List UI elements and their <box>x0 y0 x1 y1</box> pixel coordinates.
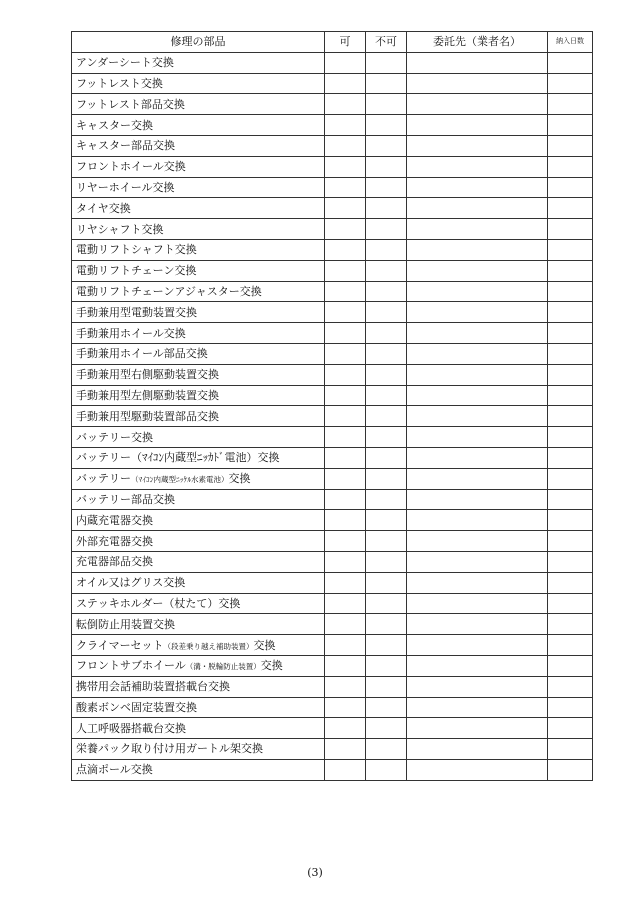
contractor-cell[interactable] <box>407 239 548 260</box>
contractor-cell[interactable] <box>407 156 548 177</box>
table-row <box>72 593 593 614</box>
part-label: リヤシャフト交換 <box>76 222 164 236</box>
possible-cell[interactable] <box>325 614 366 635</box>
part-name-cell <box>72 635 325 656</box>
table-row <box>72 718 593 739</box>
impossible-cell[interactable] <box>366 718 407 739</box>
table-row <box>72 447 593 468</box>
part-label: バッテリー部品交換 <box>76 492 175 506</box>
delivery-date-cell[interactable] <box>548 302 593 323</box>
impossible-cell[interactable] <box>366 614 407 635</box>
contractor-cell[interactable] <box>407 343 548 364</box>
delivery-date-cell[interactable] <box>548 343 593 364</box>
possible-cell[interactable] <box>325 572 366 593</box>
contractor-cell[interactable] <box>407 759 548 780</box>
part-name-cell <box>72 510 325 531</box>
table-row <box>72 156 593 177</box>
contractor-cell[interactable] <box>407 614 548 635</box>
possible-cell[interactable] <box>325 239 366 260</box>
contractor-cell[interactable] <box>407 260 548 281</box>
part-name-cell <box>72 323 325 344</box>
contractor-cell[interactable] <box>407 572 548 593</box>
table-row <box>72 343 593 364</box>
possible-cell[interactable] <box>325 281 366 302</box>
impossible-cell[interactable] <box>366 239 407 260</box>
table-row <box>72 135 593 156</box>
table-row <box>72 614 593 635</box>
part-suffix: 交換 <box>253 638 276 652</box>
delivery-date-cell[interactable] <box>548 427 593 448</box>
part-label: 充電器部品交換 <box>76 555 153 569</box>
header-impossible: 不可 <box>366 32 407 53</box>
impossible-cell[interactable] <box>366 364 407 385</box>
possible-cell[interactable] <box>325 260 366 281</box>
impossible-cell[interactable] <box>366 593 407 614</box>
possible-cell[interactable] <box>325 447 366 468</box>
possible-cell[interactable] <box>325 510 366 531</box>
part-label: 携帯用会話補助装置搭載台交換 <box>76 680 230 694</box>
part-note: （ﾏｲｺﾝ内蔵型ﾆｯｹﾙ水素電池） <box>131 475 229 485</box>
part-suffix: 交換 <box>228 472 251 486</box>
impossible-cell[interactable] <box>366 427 407 448</box>
part-label: 手動兼用型左側駆動装置交換 <box>76 388 219 402</box>
part-name-cell <box>72 531 325 552</box>
part-name-cell <box>72 302 325 323</box>
part-note: （ﾏｲｺﾝ内蔵型ﾆｯｶﾄﾞ電池） <box>131 451 258 465</box>
table-header-row <box>72 32 593 53</box>
delivery-date-cell[interactable] <box>548 676 593 697</box>
delivery-date-cell[interactable] <box>548 531 593 552</box>
table-row <box>72 676 593 697</box>
part-name-cell <box>72 655 325 676</box>
table-body <box>72 52 593 780</box>
part-name-cell <box>72 198 325 219</box>
part-name-cell <box>72 551 325 572</box>
contractor-cell[interactable] <box>407 718 548 739</box>
part-label: 手動兼用ホイール部品交換 <box>76 347 208 361</box>
contractor-cell[interactable] <box>407 115 548 136</box>
contractor-cell[interactable] <box>407 655 548 676</box>
part-name-cell <box>72 468 325 489</box>
part-label: オイル又はグリス交換 <box>76 576 186 590</box>
possible-cell[interactable] <box>325 551 366 572</box>
contractor-cell[interactable] <box>407 635 548 656</box>
delivery-date-cell[interactable] <box>548 635 593 656</box>
table-row <box>72 635 593 656</box>
impossible-cell[interactable] <box>366 759 407 780</box>
part-name-cell <box>72 572 325 593</box>
impossible-cell[interactable] <box>366 177 407 198</box>
part-name-cell <box>72 593 325 614</box>
delivery-date-cell[interactable] <box>548 239 593 260</box>
delivery-date-cell[interactable] <box>548 260 593 281</box>
table-row <box>72 739 593 760</box>
delivery-date-cell[interactable] <box>548 718 593 739</box>
part-name-cell <box>72 135 325 156</box>
impossible-cell[interactable] <box>366 676 407 697</box>
possible-cell[interactable] <box>325 385 366 406</box>
possible-cell[interactable] <box>325 718 366 739</box>
delivery-date-cell[interactable] <box>548 219 593 240</box>
possible-cell[interactable] <box>325 115 366 136</box>
possible-cell[interactable] <box>325 759 366 780</box>
part-name-cell <box>72 177 325 198</box>
possible-cell[interactable] <box>325 739 366 760</box>
part-suffix: 交換 <box>260 659 283 673</box>
impossible-cell[interactable] <box>366 489 407 510</box>
impossible-cell[interactable] <box>366 198 407 219</box>
delivery-date-cell[interactable] <box>548 572 593 593</box>
impossible-cell[interactable] <box>366 635 407 656</box>
repair-parts-table <box>71 31 593 781</box>
header-delivery-date: 納入日数 <box>548 32 593 53</box>
part-label: 電動リフトシャフト交換 <box>76 243 197 257</box>
impossible-cell[interactable] <box>366 551 407 572</box>
impossible-cell[interactable] <box>366 115 407 136</box>
part-suffix: 交換 <box>257 451 280 465</box>
part-label: 電動リフトチェーンアジャスター交換 <box>76 284 262 298</box>
table-row <box>72 364 593 385</box>
part-label: 外部充電器交換 <box>76 534 153 548</box>
contractor-cell[interactable] <box>407 468 548 489</box>
possible-cell[interactable] <box>325 364 366 385</box>
delivery-date-cell[interactable] <box>548 177 593 198</box>
delivery-date-cell[interactable] <box>548 697 593 718</box>
part-label: バッテリー <box>76 472 131 486</box>
table-row <box>72 655 593 676</box>
possible-cell[interactable] <box>325 343 366 364</box>
table-row <box>72 52 593 73</box>
impossible-cell[interactable] <box>366 447 407 468</box>
table-row <box>72 759 593 780</box>
part-label: 内蔵充電器交換 <box>76 513 153 527</box>
contractor-cell[interactable] <box>407 135 548 156</box>
part-name-cell <box>72 739 325 760</box>
contractor-cell[interactable] <box>407 676 548 697</box>
part-note: （溝・脱輪防止装置） <box>185 662 261 672</box>
table-row <box>72 531 593 552</box>
possible-cell[interactable] <box>325 198 366 219</box>
possible-cell[interactable] <box>325 219 366 240</box>
impossible-cell[interactable] <box>366 343 407 364</box>
impossible-cell[interactable] <box>366 655 407 676</box>
contractor-cell[interactable] <box>407 177 548 198</box>
part-label: バッテリー <box>76 451 131 465</box>
impossible-cell[interactable] <box>366 385 407 406</box>
impossible-cell[interactable] <box>366 406 407 427</box>
impossible-cell[interactable] <box>366 94 407 115</box>
table-row <box>72 219 593 240</box>
possible-cell[interactable] <box>325 427 366 448</box>
contractor-cell[interactable] <box>407 427 548 448</box>
delivery-date-cell[interactable] <box>548 447 593 468</box>
possible-cell[interactable] <box>325 135 366 156</box>
part-name-cell <box>72 115 325 136</box>
contractor-cell[interactable] <box>407 510 548 531</box>
part-name-cell <box>72 718 325 739</box>
impossible-cell[interactable] <box>366 260 407 281</box>
delivery-date-cell[interactable] <box>548 468 593 489</box>
header-contractor: 委託先（業者名） <box>407 32 548 53</box>
part-name-cell <box>72 260 325 281</box>
impossible-cell[interactable] <box>366 697 407 718</box>
part-name-cell <box>72 406 325 427</box>
contractor-cell[interactable] <box>407 323 548 344</box>
possible-cell[interactable] <box>325 73 366 94</box>
part-label: リヤーホイール交換 <box>76 180 175 194</box>
contractor-cell[interactable] <box>407 697 548 718</box>
impossible-cell[interactable] <box>366 156 407 177</box>
part-label: フロントホイール交換 <box>76 160 186 174</box>
header-possible: 可 <box>325 32 366 53</box>
contractor-cell[interactable] <box>407 219 548 240</box>
part-label: 電動リフトチェーン交換 <box>76 264 197 278</box>
page-number: (3) <box>307 866 323 879</box>
table-row <box>72 281 593 302</box>
header-part: 修理の部品 <box>72 32 325 53</box>
possible-cell[interactable] <box>325 156 366 177</box>
impossible-cell[interactable] <box>366 323 407 344</box>
table-row <box>72 385 593 406</box>
contractor-cell[interactable] <box>407 551 548 572</box>
delivery-date-cell[interactable] <box>548 52 593 73</box>
part-name-cell <box>72 697 325 718</box>
table-row <box>72 551 593 572</box>
part-note: （段差乗り越え補助装置） <box>163 641 254 651</box>
contractor-cell[interactable] <box>407 94 548 115</box>
impossible-cell[interactable] <box>366 302 407 323</box>
contractor-cell[interactable] <box>407 198 548 219</box>
delivery-date-cell[interactable] <box>548 406 593 427</box>
contractor-cell[interactable] <box>407 281 548 302</box>
table-row <box>72 73 593 94</box>
part-name-cell <box>72 94 325 115</box>
table-row <box>72 406 593 427</box>
part-label: キャスター部品交換 <box>76 139 175 153</box>
contractor-cell[interactable] <box>407 52 548 73</box>
table-row <box>72 177 593 198</box>
impossible-cell[interactable] <box>366 135 407 156</box>
part-label: ステッキホルダー（杖たて）交換 <box>76 596 241 610</box>
table-row <box>72 260 593 281</box>
contractor-cell[interactable] <box>407 302 548 323</box>
part-label: クライマーセット <box>76 638 164 652</box>
part-label: 手動兼用型駆動装置部品交換 <box>76 409 219 423</box>
possible-cell[interactable] <box>325 676 366 697</box>
part-label: フットレスト交換 <box>76 76 163 90</box>
table-row <box>72 697 593 718</box>
delivery-date-cell[interactable] <box>548 323 593 344</box>
delivery-date-cell[interactable] <box>548 135 593 156</box>
part-name-cell <box>72 427 325 448</box>
contractor-cell[interactable] <box>407 489 548 510</box>
delivery-date-cell[interactable] <box>548 94 593 115</box>
part-label: 酸素ボンベ固定装置交換 <box>76 700 197 714</box>
part-name-cell <box>72 489 325 510</box>
part-label: 栄養パック取り付け用ガートル架交換 <box>76 742 263 756</box>
part-name-cell <box>72 385 325 406</box>
delivery-date-cell[interactable] <box>548 385 593 406</box>
table-row <box>72 239 593 260</box>
part-name-cell <box>72 52 325 73</box>
contractor-cell[interactable] <box>407 447 548 468</box>
part-name-cell <box>72 759 325 780</box>
delivery-date-cell[interactable] <box>548 759 593 780</box>
part-name-cell <box>72 219 325 240</box>
table-row <box>72 115 593 136</box>
possible-cell[interactable] <box>325 593 366 614</box>
part-label: バッテリー交換 <box>76 430 153 444</box>
part-name-cell <box>72 364 325 385</box>
part-name-cell <box>72 614 325 635</box>
contractor-cell[interactable] <box>407 531 548 552</box>
possible-cell[interactable] <box>325 177 366 198</box>
part-name-cell <box>72 343 325 364</box>
delivery-date-cell[interactable] <box>548 510 593 531</box>
delivery-date-cell[interactable] <box>548 593 593 614</box>
part-label: 手動兼用型右側駆動装置交換 <box>76 368 219 382</box>
impossible-cell[interactable] <box>366 219 407 240</box>
part-label: キャスター交換 <box>76 118 153 132</box>
possible-cell[interactable] <box>325 468 366 489</box>
delivery-date-cell[interactable] <box>548 364 593 385</box>
impossible-cell[interactable] <box>366 281 407 302</box>
delivery-date-cell[interactable] <box>548 551 593 572</box>
delivery-date-cell[interactable] <box>548 281 593 302</box>
table-row <box>72 489 593 510</box>
part-name-cell <box>72 73 325 94</box>
delivery-date-cell[interactable] <box>548 655 593 676</box>
possible-cell[interactable] <box>325 655 366 676</box>
impossible-cell[interactable] <box>366 510 407 531</box>
part-name-cell <box>72 447 325 468</box>
part-label: 手動兼用ホイール交換 <box>76 326 186 340</box>
table-row <box>72 94 593 115</box>
part-label: タイヤ交換 <box>76 201 131 215</box>
part-label: 点滴ポール交換 <box>76 763 153 777</box>
possible-cell[interactable] <box>325 531 366 552</box>
contractor-cell[interactable] <box>407 739 548 760</box>
possible-cell[interactable] <box>325 52 366 73</box>
part-label: 転倒防止用装置交換 <box>76 617 175 631</box>
part-label: 手動兼用型電動装置交換 <box>76 305 197 319</box>
possible-cell[interactable] <box>325 406 366 427</box>
impossible-cell[interactable] <box>366 739 407 760</box>
contractor-cell[interactable] <box>407 406 548 427</box>
table-row <box>72 510 593 531</box>
delivery-date-cell[interactable] <box>548 614 593 635</box>
delivery-date-cell[interactable] <box>548 73 593 94</box>
table-row <box>72 198 593 219</box>
impossible-cell[interactable] <box>366 531 407 552</box>
impossible-cell[interactable] <box>366 468 407 489</box>
impossible-cell[interactable] <box>366 572 407 593</box>
part-label: アンダーシート交換 <box>76 56 174 70</box>
possible-cell[interactable] <box>325 635 366 656</box>
part-name-cell <box>72 676 325 697</box>
delivery-date-cell[interactable] <box>548 489 593 510</box>
possible-cell[interactable] <box>325 489 366 510</box>
part-label: フロントサブホイール <box>76 659 186 673</box>
delivery-date-cell[interactable] <box>548 156 593 177</box>
part-name-cell <box>72 239 325 260</box>
delivery-date-cell[interactable] <box>548 198 593 219</box>
part-label: フットレスト部品交換 <box>76 97 185 111</box>
table-row <box>72 468 593 489</box>
table-row <box>72 572 593 593</box>
delivery-date-cell[interactable] <box>548 115 593 136</box>
table-row <box>72 302 593 323</box>
part-label: 人工呼吸器搭載台交換 <box>76 721 186 735</box>
part-name-cell <box>72 281 325 302</box>
contractor-cell[interactable] <box>407 364 548 385</box>
delivery-date-cell[interactable] <box>548 739 593 760</box>
possible-cell[interactable] <box>325 94 366 115</box>
table-row <box>72 427 593 448</box>
contractor-cell[interactable] <box>407 385 548 406</box>
possible-cell[interactable] <box>325 323 366 344</box>
possible-cell[interactable] <box>325 302 366 323</box>
part-name-cell <box>72 156 325 177</box>
table-row <box>72 323 593 344</box>
impossible-cell[interactable] <box>366 52 407 73</box>
possible-cell[interactable] <box>325 697 366 718</box>
contractor-cell[interactable] <box>407 593 548 614</box>
contractor-cell[interactable] <box>407 73 548 94</box>
impossible-cell[interactable] <box>366 73 407 94</box>
